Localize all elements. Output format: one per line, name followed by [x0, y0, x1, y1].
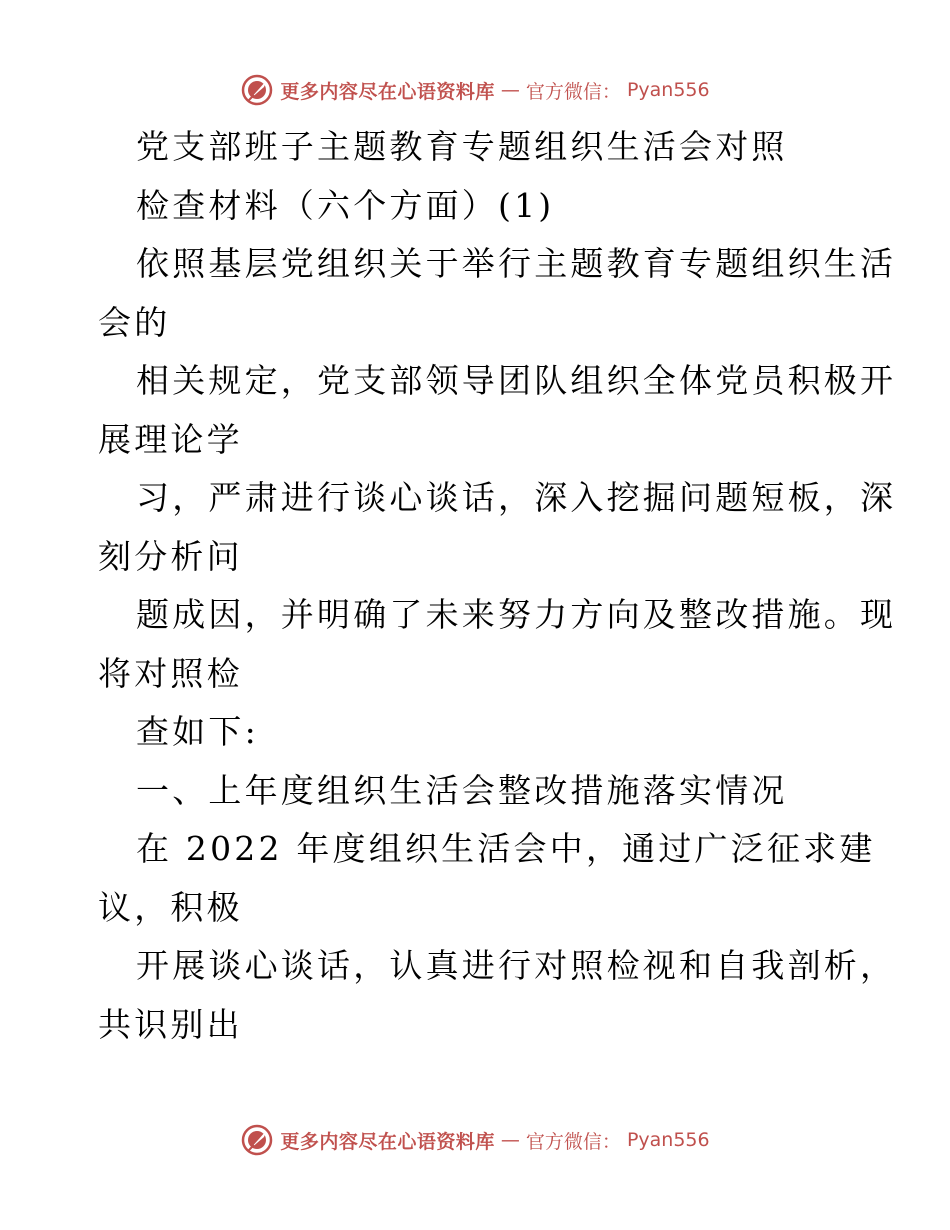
paragraph-line: 展理论学	[98, 419, 243, 459]
paragraph-line: 开展谈心谈话，认真进行对照检视和自我剖析，	[136, 946, 897, 985]
quill-seal-icon	[240, 1123, 274, 1157]
paragraph-line: 会的	[98, 302, 171, 342]
watermark-wechat-id: Pyan556	[626, 79, 710, 101]
quill-seal-icon	[240, 73, 274, 107]
section-heading: 一、上年度组织生活会整改措施落实情况	[136, 770, 788, 810]
watermark-dash: —	[500, 79, 520, 101]
watermark-dash: —	[500, 1129, 520, 1151]
watermark-wechat-label: 官方微信：	[525, 80, 621, 103]
footer-watermark	[0, 1120, 950, 1160]
paragraph-line: 刻分析问	[98, 536, 243, 576]
document-body	[98, 118, 897, 1054]
watermark-wechat-id: Pyan556	[626, 1129, 710, 1151]
title-line-1: 党支部班子主题教育专题组织生活会对照	[136, 127, 788, 166]
watermark-site-text: 更多内容尽在心语资料库	[280, 1130, 495, 1153]
watermark-wechat-label: 官方微信：	[525, 1130, 621, 1153]
paragraph-line: 在 2022 年度组织生活会中，通过广泛征求建	[136, 829, 876, 868]
paragraph-line: 依照基层党组织关于举行主题教育专题组织生活	[136, 244, 897, 283]
header-watermark	[0, 70, 950, 110]
paragraph-line: 相关规定，党支部领导团队组织全体党员积极开	[136, 361, 897, 400]
paragraph-line: 查如下:	[136, 712, 259, 751]
paragraph-line: 习，严肃进行谈心谈话，深入挖掘问题短板，深	[136, 478, 897, 517]
paragraph-line: 议，积极	[98, 887, 243, 927]
watermark-site-text: 更多内容尽在心语资料库	[280, 80, 495, 103]
paragraph-line: 题成因，并明确了未来努力方向及整改措施。现	[136, 595, 897, 634]
paragraph-line: 将对照检	[98, 653, 243, 693]
paragraph-line: 共识别出	[98, 1004, 243, 1044]
title-line-2: 检查材料（六个方面）(1)	[136, 185, 555, 225]
